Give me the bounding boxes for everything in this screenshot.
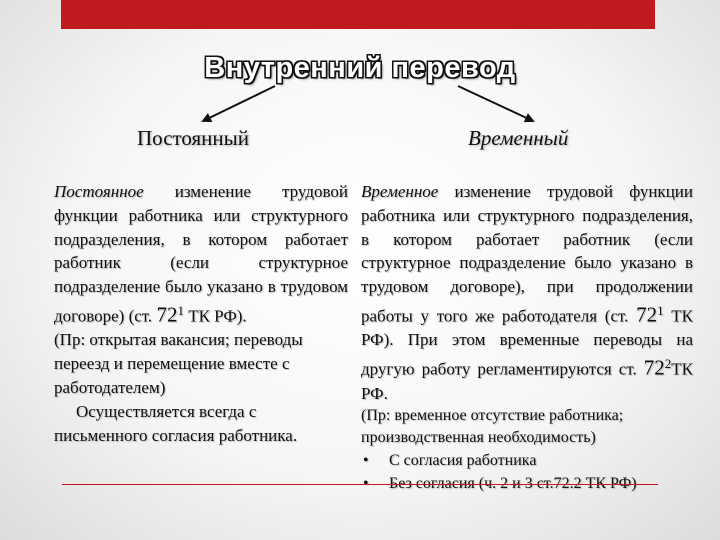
temporary-article2-tail: ТК РФ. <box>361 359 693 403</box>
temporary-article1-number: 72 <box>636 302 658 327</box>
permanent-text: изменение трудовой функции работника или структурного подразделения, в котором работает работник (если структурное подразделение было указано в трудовом договоре) (ст. <box>54 182 348 326</box>
permanent-column <box>54 180 348 447</box>
permanent-definition <box>54 180 348 328</box>
permanent-lead: Постоянное <box>54 182 144 201</box>
temporary-definition <box>361 180 693 405</box>
temporary-text-2: ТК РФ). При этом временные переводы на другую работу регламентируются ст. <box>361 306 694 379</box>
permanent-article-tail: ТК РФ). <box>183 306 247 326</box>
temporary-column <box>361 180 693 495</box>
temporary-article2-sup: 2 <box>664 356 672 372</box>
temporary-consent-list <box>361 449 693 495</box>
heading-temporary: Временный <box>468 126 569 150</box>
temporary-text: изменение трудовой функции работника или структурного подразделения, в котором работает работник (если структурное подразделение было указано в трудовом договоре), при продолжении работы у того же работодателя (ст. <box>361 182 693 326</box>
bullet-icon: • <box>363 452 369 470</box>
temporary-lead: Временное <box>361 182 439 201</box>
bottom-divider <box>62 484 658 485</box>
temporary-example: (Пр: временное отсутствие работника; производственная необходимость) <box>361 407 624 447</box>
permanent-example: (Пр: открытая вакансия; переводы переезд и перемещение вместе с работодателем) <box>54 330 303 398</box>
arrow-right <box>458 86 533 121</box>
heading-permanent: Постоянный <box>137 126 249 150</box>
arrow-left <box>203 86 275 121</box>
list-item: • Без согласия (ч. 2 и 3 ст.72.2 ТК РФ) <box>361 472 693 495</box>
permanent-article-sup: 1 <box>177 302 184 318</box>
permanent-note: Осуществляется всегда с письменного согласия работника. <box>54 401 298 445</box>
permanent-article-number: 72 <box>156 302 178 327</box>
bullet-icon: • <box>363 475 369 493</box>
list-item: • С согласия работника <box>361 449 693 472</box>
temporary-article2-number: 72 <box>643 355 665 380</box>
slide-title: Внутренний перевод <box>204 52 516 84</box>
temporary-article1-sup: 1 <box>657 302 664 318</box>
